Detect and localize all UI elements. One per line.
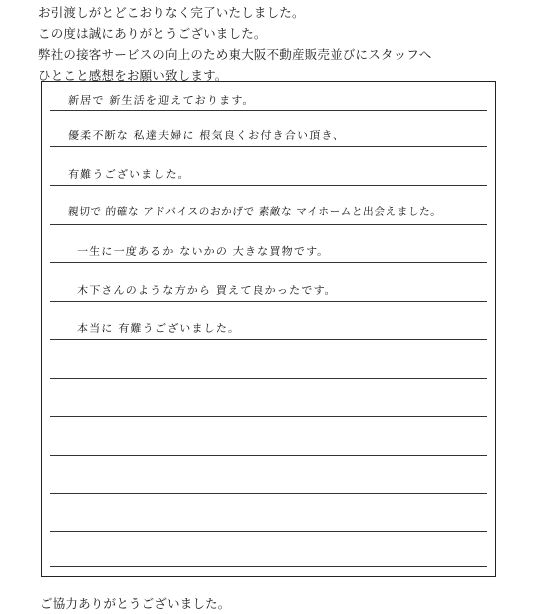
intro-line-3: 弊社の接客サービスの向上のため東大阪不動産販売並びにスタッフへ <box>38 47 432 62</box>
handwritten-line-5: 一生に一度あるか ないかの 大きな買物です。 <box>76 245 330 258</box>
intro-line-4: ひとこと感想をお願い致します。 <box>38 68 228 83</box>
ruled-line <box>50 378 487 379</box>
closing-text: ご協力ありがとうございました。 <box>40 596 231 611</box>
comment-box <box>41 81 496 577</box>
handwritten-line-4: 親切で 的確な アドバイスのおかげで 素敵な マイホームと出会えました。 <box>67 206 442 218</box>
intro-text <box>38 2 431 86</box>
ruled-line <box>50 531 487 532</box>
handwritten-line-6: 木下さんのような方から 買えて良かったです。 <box>76 284 338 297</box>
ruled-line <box>50 566 487 567</box>
intro-line-2: この度は誠にありがとうございました。 <box>38 26 267 41</box>
ruled-line <box>50 455 487 456</box>
handwritten-line-2: 優柔不断な 私達夫婦に 根気良くお付き合い頂き、 <box>67 129 346 142</box>
ruled-line <box>50 301 487 302</box>
ruled-line <box>50 262 487 263</box>
handwritten-line-7: 本当に 有難うございました。 <box>76 322 241 335</box>
ruled-line <box>50 339 487 340</box>
ruled-line <box>50 146 487 147</box>
ruled-line <box>50 185 487 186</box>
handwritten-line-1: 新居で 新生活を迎えております。 <box>67 94 256 107</box>
ruled-line <box>50 416 487 417</box>
intro-line-1: お引渡しがとどこおりなく完了いたしました。 <box>38 5 305 20</box>
handwritten-line-3: 有難うございました。 <box>67 168 191 181</box>
ruled-line <box>50 224 487 225</box>
ruled-line <box>50 493 487 494</box>
ruled-line <box>50 110 487 111</box>
